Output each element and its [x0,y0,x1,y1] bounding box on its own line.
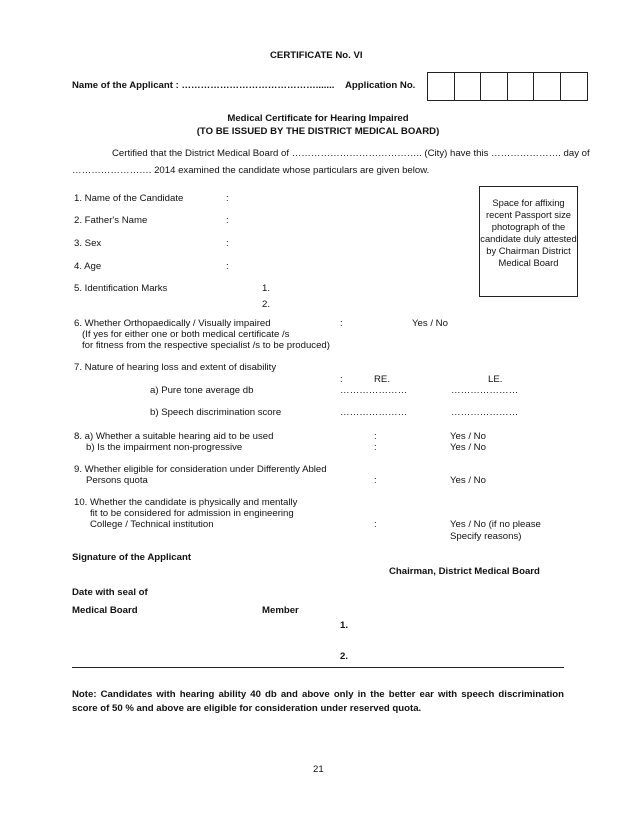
q10-line-1: 10. Whether the candidate is physically and mentally [74,497,298,508]
field-colon: : [226,261,229,272]
identification-mark-2: 2. [262,299,271,310]
field-sex: 3. Sex [74,238,102,249]
q9-colon: : [374,475,377,486]
q9-line-2: Persons quota [86,475,148,486]
q8-b: b) Is the impairment non-progressive [86,442,243,453]
q9-line-1: 9. Whether eligible for consideration under Differently Abled [74,464,327,475]
application-digit-box[interactable] [508,73,535,100]
application-no-label: Application No. [345,80,416,91]
field-father-name: 2. Father's Name [74,215,148,226]
date-seal-label: Date with seal of [72,587,148,598]
q7-b-label: b) Speech discrimination score [150,407,282,418]
certificate-subheading: (TO BE ISSUED BY THE DISTRICT MEDICAL BOARD) [196,126,440,137]
q7-b-le: ………………… [451,407,519,418]
application-digit-box[interactable] [481,73,508,100]
field-candidate-name: 1. Name of the Candidate [74,193,184,204]
q9-answer: Yes / No [450,475,486,486]
q6-line-2: (If yes for either one or both medical certificate /s [82,329,290,340]
medical-board-label: Medical Board [72,605,138,616]
field-colon: : [226,193,229,204]
q6-colon: : [340,318,343,329]
q10-line-2: fit to be considered for admission in engineering [90,508,294,519]
application-digit-box[interactable] [561,73,588,100]
q6-answer: Yes / No [412,318,448,329]
q7-le-header: LE. [488,374,503,385]
photo-box-text: Space for affixing recent Passport size photograph of the candidate duly attested by Chairman District Medical Board [480,197,577,268]
q10-answer-2: Specify reasons) [450,531,522,542]
applicant-name-label: Name of the Applicant : ……………………………………....... [72,80,335,91]
intro-line-1: Certified that the District Medical Board of ………………………………….. (City) have this …………………. day of [112,148,590,159]
field-colon: : [226,238,229,249]
photo-box [479,186,578,297]
page-number: 21 [313,764,324,775]
q10-colon: : [374,519,377,530]
q7-re-header: RE. [374,374,390,385]
q10-answer-1: Yes / No (if no please [450,519,541,530]
q7-a-label: a) Pure tone average db [150,385,254,396]
q6-line-1: 6. Whether Orthopaedically / Visually impaired [74,318,271,329]
field-age: 4. Age [74,261,102,272]
applicant-signature-label: Signature of the Applicant [72,552,192,563]
application-digit-box[interactable] [428,73,455,100]
eligibility-note: Note: Candidates with hearing ability 40 db and above only in the better ear with speech discrimination score of 50 % and above are eligible for consideration under reserved quota. [72,689,564,714]
member-label: Member [262,605,299,616]
field-identification-marks: 5. Identification Marks [74,283,168,294]
q8-a-colon: : [374,431,377,442]
q8-b-colon: : [374,442,377,453]
q7-a-re: ………………… [340,385,408,396]
member-2: 2. [340,651,349,662]
q7-b-re: ………………… [340,407,408,418]
member-1: 1. [340,620,349,631]
identification-mark-1: 1. [262,283,271,294]
divider [72,667,564,668]
certificate-heading: Medical Certificate for Hearing Impaired [227,113,409,124]
q7-colon: : [340,374,343,385]
q8-a: 8. a) Whether a suitable hearing aid to be used [74,431,274,442]
intro-line-2: ……………………. 2014 examined the candidate whose particulars are given below. [72,165,430,176]
certificate-title: CERTIFICATE No. VI [270,50,363,61]
application-digit-box[interactable] [455,73,482,100]
q10-line-3: College / Technical institution [90,519,214,530]
q6-line-3: for fitness from the respective specialist /s to be produced) [82,340,330,351]
field-colon: : [226,215,229,226]
q7-a-le: ………………… [451,385,519,396]
application-number-boxes [427,72,588,101]
q8-a-answer: Yes / No [450,431,486,442]
chairman-signature-label: Chairman, District Medical Board [389,566,540,577]
application-digit-box[interactable] [534,73,561,100]
q7-line-1: 7. Nature of hearing loss and extent of disability [74,362,277,373]
q8-b-answer: Yes / No [450,442,486,453]
